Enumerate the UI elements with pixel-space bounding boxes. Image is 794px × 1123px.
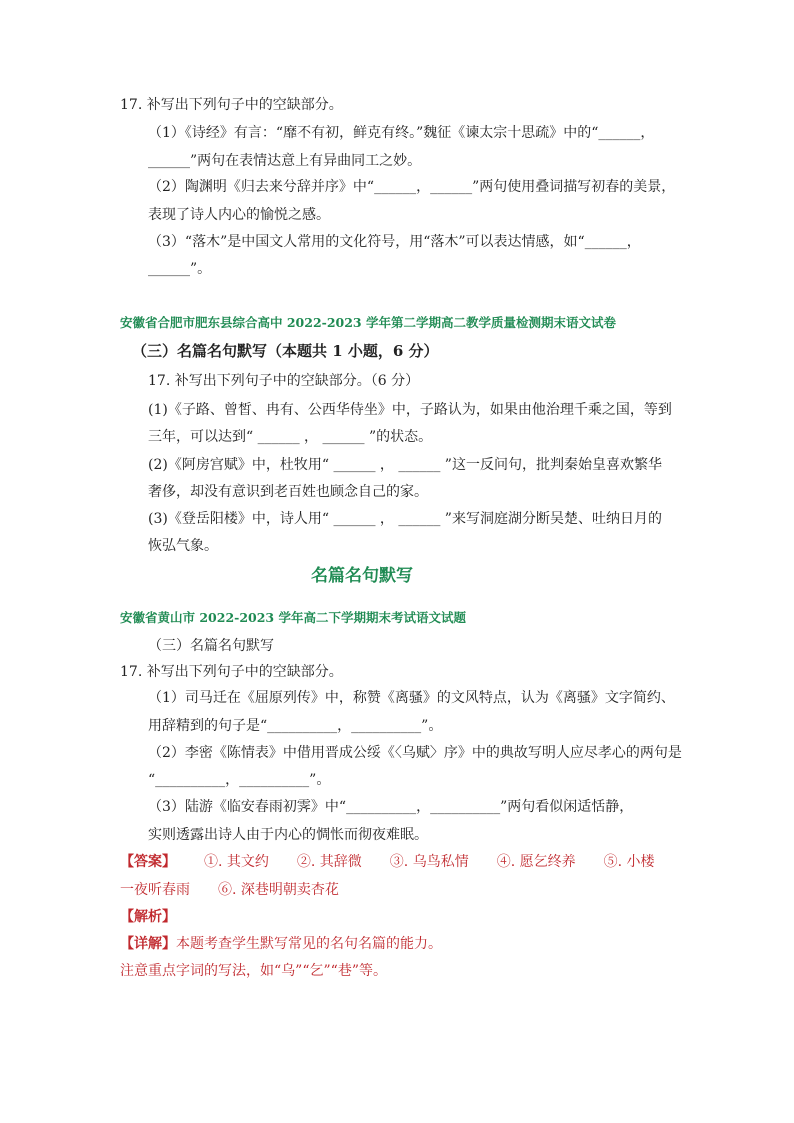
question-part-2-cont: 奢侈，却没有意识到老百姓也顾念自己的家。 [148,484,428,500]
question-part-1-cont: 用辞精到的句子是“__________，__________”。 [148,718,443,734]
question-part-1: (1)《子路、曾皙、冉有、公西华侍坐》中，子路认为，如果由他治理千乘之国，等到 [148,402,672,418]
question-part-2-cont: “__________，__________”。 [148,772,331,788]
question-part-2: (2)《阿房宫赋》中，杜牧用“ ______ ， ______ ”这一反问句，批判秦始皇喜欢繁华 [148,457,662,473]
answer-text: ①. 其文约 ②. 其辞微 ③. 乌鸟私情 ④. 愿乞终养 ⑤. 小楼 [204,854,655,870]
note-char: 乌 [281,963,296,979]
detail-line [120,934,442,954]
note-sep: ”“ [295,963,310,979]
detail-text: 本题考查学生默写常见的名句名篇的能力。 [176,936,442,952]
exam-source-title: 安徽省黄山市 2022-2023 学年高二下学期期末考试语文试题 [120,610,466,625]
note-prefix: 注意重点字词的写法，如“ [120,963,282,979]
section-heading: （三）名篇名句默写 [148,638,274,654]
question-part-3-cont: ______”。 [148,261,212,277]
detail-label: 【详解】 [120,936,176,952]
note-char: 巷 [337,963,352,979]
analysis-label: 【解析】 [120,909,176,925]
note-line [120,961,387,981]
question-part-1: （1）《诗经》有言：“靡不有初，鲜克有终。”魏征《谏太宗十思疏》中的“______， [148,125,655,141]
note-char: 乞 [309,963,324,979]
answer-label: 【答案】 [120,854,176,870]
question-part-3: (3)《登岳阳楼》中，诗人用“ ______ ， ______ ”来写洞庭湖分断吴楚、吐纳日月的 [148,511,662,527]
question-title: 17. 补写出下列句子中的空缺部分。 [120,97,343,113]
question-part-3: （3）“落木”是中国文人常用的文化符号，用“落木”可以表达情感，如“______， [148,234,641,250]
question-part-3: （3）陆游《临安春雨初霁》中“__________，__________”两句看似闲适恬静， [148,799,634,815]
page-title: 名篇名句默写 [311,566,413,586]
answer-line [120,852,655,872]
answer-text-cont: 一夜听春雨 ⑥. 深巷明朝卖杏花 [120,882,339,898]
question-title: 17. 补写出下列句子中的空缺部分。 [120,664,343,680]
section-heading: （三）名篇名句默写（本题共 1 小题，6 分） [132,342,439,360]
exam-source-title: 安徽省合肥市肥东县综合高中 2022-2023 学年第二学期高二教学质量检测期末语文试卷 [120,315,616,330]
question-part-2-cont: 表现了诗人内心的愉悦之感。 [148,207,330,223]
question-part-2: （2）李密《陈情表》中借用晋成公绥《〈乌赋〉序》中的典故写明人应尽孝心的两句是 [148,745,682,761]
note-sep: ”“ [323,963,338,979]
note-suffix: ”等。 [351,963,387,979]
question-title: 17. 补写出下列句子中的空缺部分。（6 分） [148,373,420,389]
question-part-2: （2）陶渊明《归去来兮辞并序》中“______，______”两句使用叠词描写初春的美景， [148,179,676,195]
question-part-1-cont: 三年，可以达到“ ______ ， ______ ”的状态。 [148,429,433,445]
question-part-3-cont: 实则透露出诗人由于内心的惆怅而彻夜难眠。 [148,827,428,843]
question-part-3-cont: 恢弘气象。 [148,538,218,554]
question-part-1: （1）司马迁在《屈原列传》中，称赞《离骚》的文风特点，认为《离骚》文字简约、 [148,690,675,706]
question-part-1-cont: ______”两句在表情达意上有异曲同工之妙。 [148,153,422,169]
